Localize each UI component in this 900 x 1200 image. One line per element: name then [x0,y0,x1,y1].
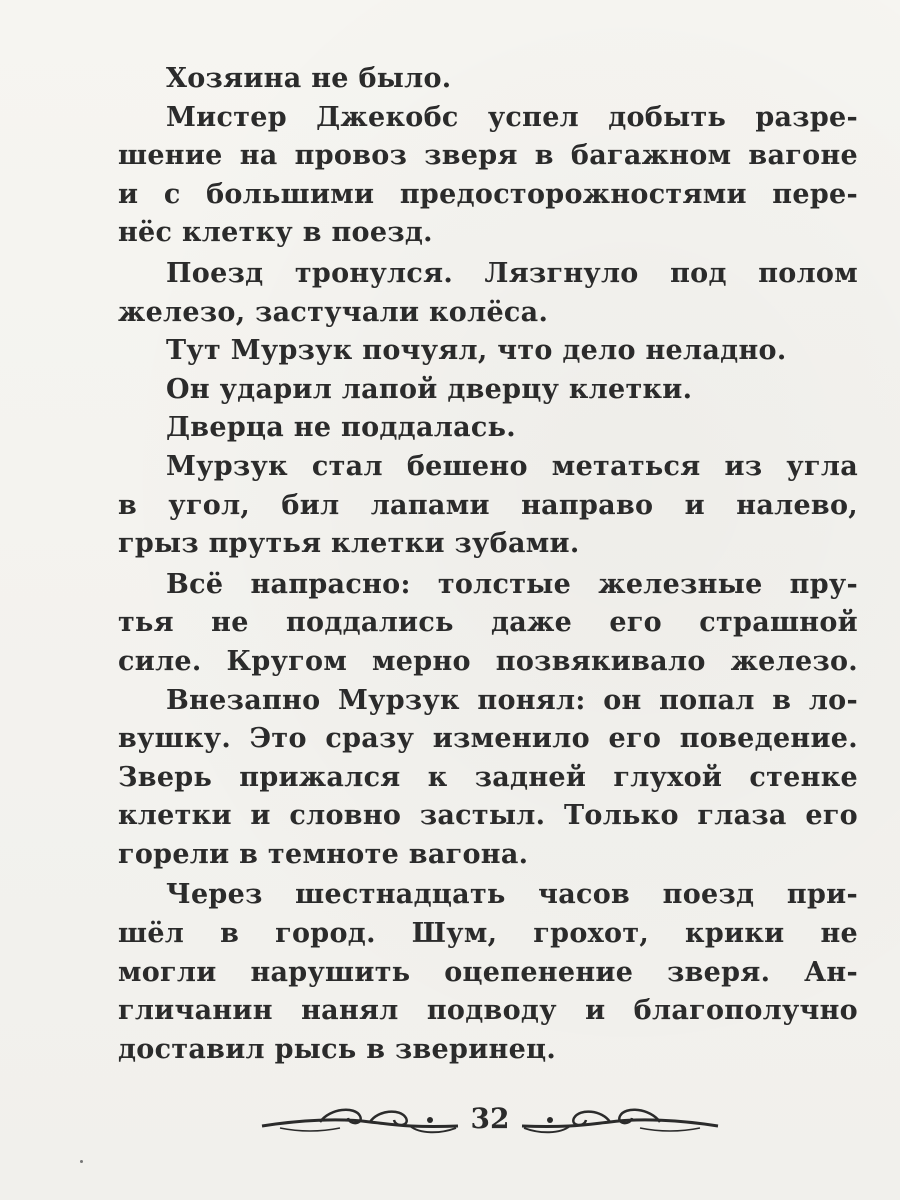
text-line: Зверь прижался к задней глухой стенке [118,761,858,793]
text-line: и с большими предосторожностями пере- [118,178,858,210]
text-line: могли нарушить оцепенение зверя. Ан- [118,956,858,988]
text-line: силе. Кругом мерно позвякивало железо. [118,645,858,677]
text-line: Дверца не поддалась. [166,412,516,444]
text-line: вушку. Это сразу изменило его поведение. [118,723,858,755]
text-line: грыз прутья клетки зубами. [118,528,580,560]
text-line: Хозяина не было. [166,63,452,94]
text-line: в угол, бил лапами направо и налево, [118,489,858,521]
flourish-ornament-icon [520,1098,720,1138]
text-line: Всё напрасно: толстые железные пру- [166,568,858,600]
text-line: шёл в город. Шум, грохот, крики не [118,918,858,950]
text-line: Он ударил лапой дверцу клетки. [166,373,693,405]
text-line: шение на провоз зверя в багажном вагоне [118,140,858,172]
text-line: нёс клетку в поезд. [118,217,433,249]
text-line: Мистер Джекобс успел добыть разре- [166,101,858,133]
text-line: Тут Мурзук почуял, что дело неладно. [166,335,787,367]
text-line: железо, застучали колёса. [118,296,549,328]
print-speck [80,1160,83,1163]
text-line: Поезд тронулся. Лязгнуло под полом [166,257,858,289]
text-line: гличанин нанял подводу и благополучно [118,995,858,1027]
page-number: 32 [470,1102,510,1135]
text-line: Внезапно Мурзук понял: он попал в ло- [166,684,858,716]
text-line: тья не поддались даже его страшной [118,607,858,639]
text-line: Через шестнадцать часов поезд при- [166,879,858,911]
story-text [118,60,858,1069]
page-footer [260,1098,720,1148]
text-line: горели в темноте вагона. [118,838,529,870]
text-line: доставил рысь в зверинец. [118,1033,557,1065]
text-line: клетки и словно застыл. Только глаза его [118,800,858,832]
text-line: Мурзук стал бешено метаться из угла [166,450,858,482]
